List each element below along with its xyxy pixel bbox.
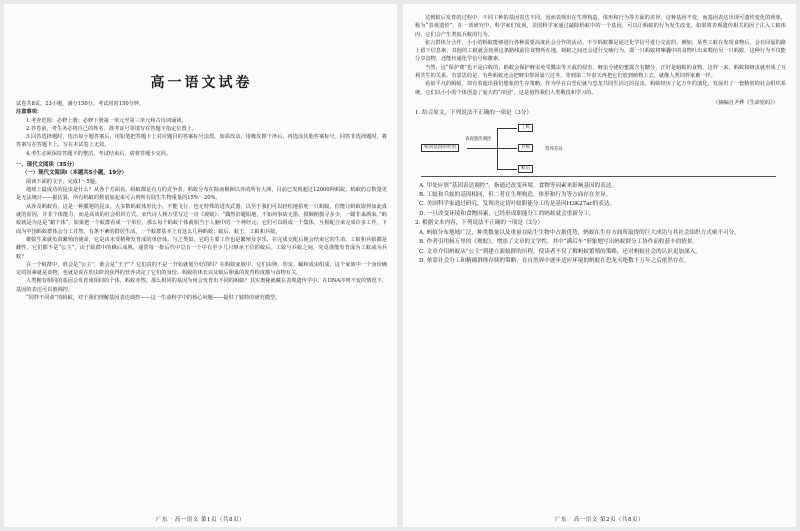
diagram-box-queen: 蚁后 [518, 165, 533, 173]
q2-option: A. 蚂蚁分布地域广泛，种类数量以及重量在陆生生物中占据优势，蚂蚁在生存方面所取得的巨大成功与其社会组织方式密不可分。 [419, 229, 740, 236]
question-1: 1. 结合原文，下列说法不正确的一项是（3分） [415, 109, 532, 116]
diagram-connector [497, 128, 498, 170]
process-diagram [415, 122, 786, 178]
notice-item: 2.答卷前，考生务必将自己的姓名、准考证号等填写在答题卡指定位置上。 [26, 125, 197, 132]
diagram-connector [497, 169, 517, 170]
subsection-heading: （一）现代文阅读Ⅰ（本题共5小题，19分） [22, 170, 127, 177]
exam-title: 高一语文试卷 [150, 75, 253, 91]
q1-option: B. 工蚁和兵蚁的基因相同，但二者在生理构造、体形和行为等方面存在差异。 [419, 191, 612, 198]
diagram-label-nutrition: 营养差异 [545, 146, 563, 152]
exam-meta: 试卷共8页，23小题，满分150分。考试用时150分钟。 [16, 101, 145, 107]
diagram-box-soldier: 兵蚁 [518, 144, 533, 152]
q2-option: B. 作者引用杨万里的《观蚁》，增添了文章的文学性，其中“满后车”形象地写出蚂蚁群分工协作而收获丰的情景。 [419, 239, 699, 246]
diagram-connector [467, 148, 497, 149]
page-left [4, 4, 397, 527]
q1-option: C. 美国科学家通过研究，发现决定切叶蚁职能分工的是基因H3K27ac的表达。 [419, 201, 616, 208]
page-right [403, 4, 796, 527]
passage-paragraph: 当然，这“保护费”也不是白收的，蚂蚁会保护蚜虫免受瓢虫等天敌的侵害。蚜虫分泌的蜜露含有糖分，正好是蚂蚁的食物。这样一来，蚂蚁和蚜虫就形成了互利共生的关系。有意思的是，有些蚂蚁还会把蚜虫带回巢穴过冬，等到第二年春天再把它们放到植物上去，就像人类饲养家畜一样。 [415, 64, 786, 80]
question-2: 2. 根据文本内容，下列说法不正确的一项是（3分） [415, 220, 544, 227]
passage-paragraph: 达到蚁后发育的过程中，不同工种的基因表达不同，因而表现出在生理构造、体形和行为等方面的差异。这种基因不变，而基因表达出现可遗传变化的现象，称为“表观遗传”。在一项研究中，科学家们发现，美国科学家通过敲除蚂蚁中的一个基因，可以让蚂蚁的行为发生改变。如果将表观遗传相关的因子注入工蚁体内，它们会产生类似兵蚁的行为。 [415, 15, 786, 38]
passage-paragraph: 看似平凡的蚂蚁，却有着超出我们想象的生存策略。作为早在白垩纪就与恐龙共同生活过的昆虫，蚂蚁经历了亿万年的演化，发展出了一套精密的社会组织系统。它们以小小的个体创造了庞大的“帝国”，这是值得我们人类敬畏和学习的。 [415, 81, 786, 96]
notice-item: 1.考查范围：必修上册；必修下册第一单元至第三单元和古诗词诵读。 [26, 117, 187, 124]
q1-option: D. 一旦改变环境和食物因素，已经形成职能分工的蚂蚁就会重新分工。 [419, 210, 595, 217]
reading-instruction: 阅读下面的文字，完成1～5题。 [26, 178, 101, 185]
q2-option: D. 依靠社会分工和精确群体存续的策略，在自然界中逐步适应环境的蚂蚁在恐龙灭绝数千万年之后依然存在。 [419, 258, 690, 264]
passage-paragraph: 张言群体分合作，小小的蚂蚁能够进行各种需要高度社会合作的活动。不少蚂蚁都是通过化学信号进行交流的。例如，某些工蚁在发现食物后，会在回巢的路上留下信息素，其他的工蚁就会按照这条路线前往食物所在地。蚂蚁之间还会进行交哺行为，即一只蚂蚁将嗉囊中的食物吐出来喂给另一只蚂蚁，这种行为不仅能分享食物，还能传递化学信号和激素。 [415, 39, 786, 63]
page-footer: 广东 · 高一语文 第2页（共8页） [555, 517, 644, 523]
diagram-connector [497, 128, 517, 129]
passage-paragraph: 人类拥有相同的基因会发育成相同的个体，蚂蚁亦然。那么相同的基因为何会发育出不同的蚂蚁？其实奥秘就藏在表观遗传学中。在DNA序列不变的情况下，基因的表达可以被调控。 [16, 278, 387, 293]
notice-item: 4.考生必须保持答题卡的整洁。考试结束后，请将答题卡交回。 [26, 150, 172, 157]
passage-paragraph: 从涉及蚂蚁看，这是一种膜翅的昆虫。大多数蚂蚁体形比小，不能飞行，也无特殊的进攻武器，以至于我们可以轻松地拍死一只蚂蚁。但能让蚂蚁取得如此成就的原因，并非个体能力，而是高效的社会组织方式。宋代诗人杨万里写过一首《观蚁》：“偶然旧避阳地，不知何事故无措，摸额俯摸寻多少，一蜡非来酒来。”蚂蚁就是为这是“蜡个体”，如果把一个蚁群看成一个单位，那么每个蚂蚁个体就相当于人脑中的一个神经元；它们可以组成一个集体，互相配合来完成许多工作。下面为中国蚂蚁群体会分工并然，有条不紊的群居生活。一个蚁群基本上有这么几种蚂蚁：蚁后、蚁王、工蚁和兵蚁。 [16, 203, 387, 235]
section-heading: 一、现代文阅读（35分） [16, 162, 78, 169]
page-footer: 广东 · 高一语文 第1页（共8页） [156, 517, 245, 523]
passage-paragraph: 雄蚁生来就负责繁殖的使命，它是由未受精卵发育成的单倍体。与之类似，它的主要工作也是繁殖及享乐，在完成交配后便会结束它的生命。工蚁和兵蚁都是雌性，它们都不是“公主”，由于蚁群中的蜂后成熟，通常每一批后代中总有一个中有至少几只继承王位的蚁后。工蚁与兵蚁之间，究竟谁能发育成为工蚁或为兵蚁？ [16, 236, 387, 260]
q2-option: C. 文章介绍蚂蚁从“公主”到建立新蚁群的历程，使读者不仅了解蚂蚁繁殖的策略，还对蚂蚁社会的认识更加深入。 [419, 248, 701, 255]
diagram-box-worker: 工蚁 [518, 124, 533, 132]
notice-title: 注意事项： [16, 109, 42, 116]
passage-paragraph: 地球上最成功的昆虫是什么？从各个方面看，蚂蚁都是有力的竞争者。蚂蚁分布在除南极洲以外的所有大洲，目前已发现超过12000种蚂蚁。蚂蚁的总数量更是无法统计——据估算，所有蚂蚁的数量加起来可占到所有陆生生物重量的15%～20%。 [16, 187, 387, 202]
notice-item: 3.回答选择题时，选出每小题答案后，用铅笔把答题卡上对应题目的答案标号涂黑。如需改动，用橡皮擦干净后，再选涂其他答案标号。回答非选择题时，将答案写在答题卡上。写在本试卷上无效。 [16, 134, 387, 149]
q1-option: A. 甲处应填“基因表达调控”，指通过改变环境、食物等因素来影响基因的表达。 [419, 182, 617, 189]
passage-paragraph: 在一个蚁群中，谁会是“公主”，谁会是“王子”？它们真的不是一开始就划分好的吗？在蚂蚁家族中，它们由卵、幼虫、蛹和成虫组成，这个家族中一个身份确定的因素就是食物，也就是说在幼虫阶段获得的营养决定了它们的身份。蚂蚁的体长以及蚁后卵巢的发育程度都与食物有关。 [16, 261, 387, 277]
passage-paragraph: “同样不同命”的蚂蚁，对于我们理解基因表达调控——这一生命科学中的核心问题——提供了独特的研究模型。 [26, 295, 281, 302]
diagram-connector [497, 148, 517, 149]
diagram-baseline [421, 176, 776, 177]
source-note: （摘编自尹烨《生命密码》） [713, 99, 778, 106]
diagram-box-larvae: 相同基因的幼虫 [421, 144, 459, 152]
diagram-label-regulation: 表观遗传调控 [465, 136, 492, 142]
